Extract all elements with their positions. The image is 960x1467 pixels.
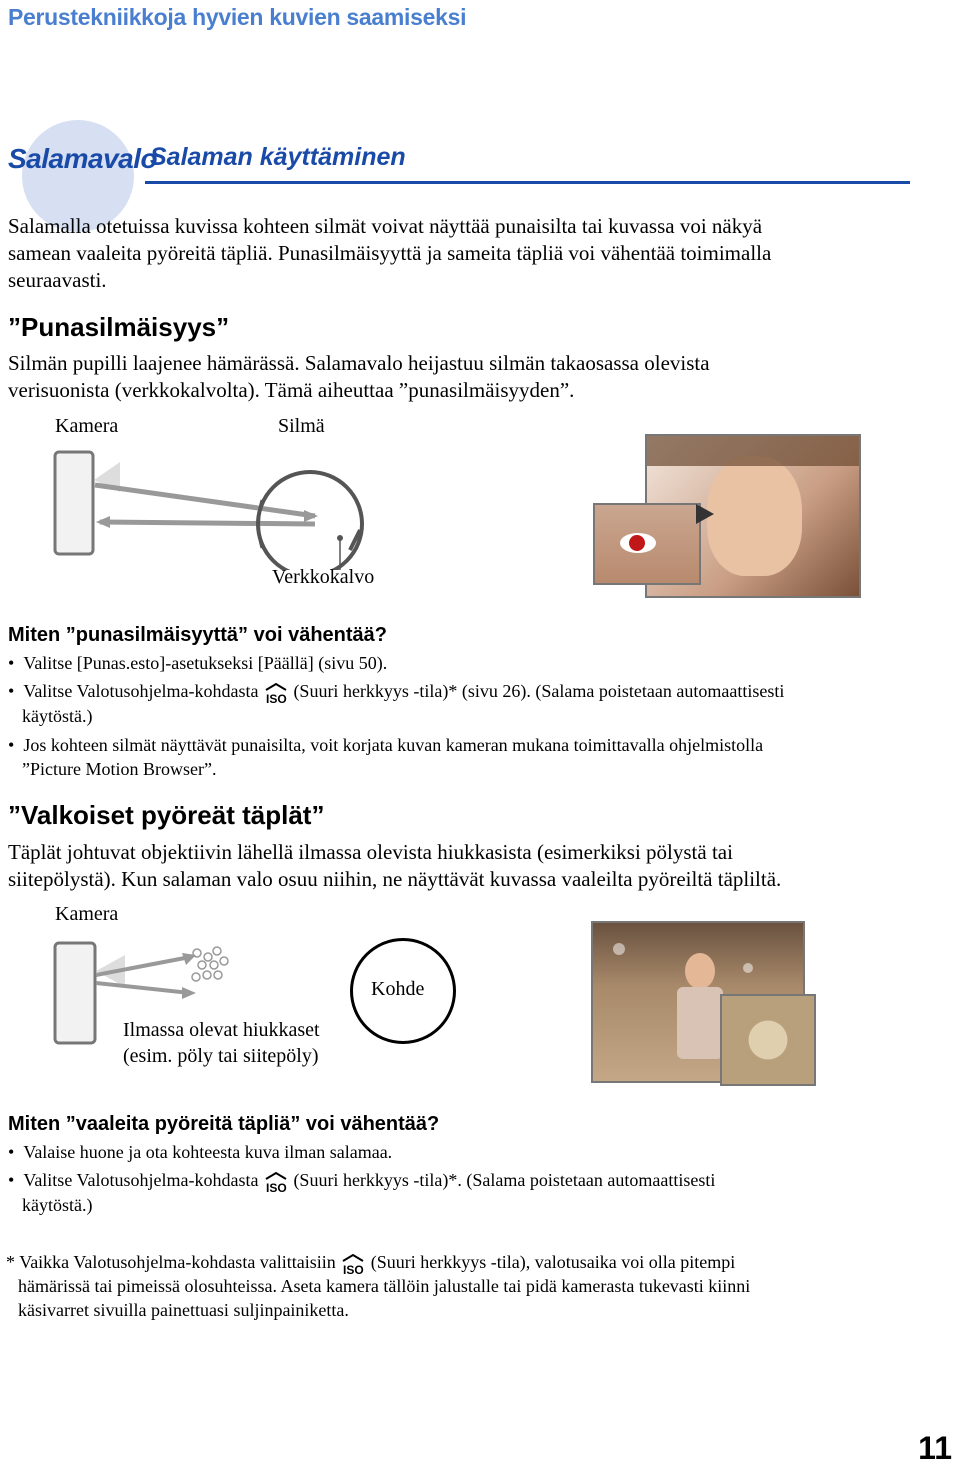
label-camera: Kamera <box>55 415 119 437</box>
iso-icon <box>263 1171 289 1193</box>
subject-label: Kohde <box>371 978 425 1000</box>
spots-heading: ”Valkoiset pyöreät täplät” <box>8 800 325 830</box>
redeye-bullet-3-cont: ”Picture Motion Browser”. <box>22 759 217 779</box>
spots-text-2: siitepölystä). Kun salaman valo osuu niihin, ne näyttävät kuvassa vaaleilta pyöreiltä täpliltä. <box>8 867 782 891</box>
spots-bullet-2-cont: käytöstä.) <box>22 1195 93 1215</box>
svg-text:ISO: ISO <box>265 1180 287 1193</box>
redeye-bullet-2: • Valitse Valotusohjelma-kohdasta ISO (Suuri herkkyys -tila)* (sivu 26). (Salama poistetaan automaattisesti <box>8 681 785 704</box>
running-header: Perustekniikkoja hyvien kuvien saamiseksi <box>8 4 467 30</box>
callout-arrow <box>696 502 716 526</box>
red-eye-closeup <box>593 503 701 585</box>
svg-text:ISO: ISO <box>265 691 287 704</box>
girl-body <box>677 987 723 1059</box>
intro-line-2: samean vaaleita pyöreitä täpliä. Punasilmäisyyttä ja sameita täpliä voi vähentää toimimalla <box>8 241 772 265</box>
particles-label-2: (esim. pöly tai siitepöly) <box>123 1045 319 1067</box>
section-tag: Salamavalo <box>8 143 158 174</box>
svg-text:ISO: ISO <box>343 1262 364 1275</box>
camera-body <box>55 452 93 554</box>
red-pupil <box>629 535 645 551</box>
particles <box>192 947 228 981</box>
label-retina: Verkkokalvo <box>272 566 375 588</box>
eye-ball <box>258 472 362 570</box>
intro-line-3: seuraavasti. <box>8 268 107 292</box>
camera-body-2 <box>55 943 95 1043</box>
redeye-diagram <box>50 440 380 570</box>
face-shape <box>707 456 802 576</box>
iso-icon <box>263 682 289 704</box>
redeye-text-1: Silmän pupilli laajenee hämärässä. Salamavalo heijastuu silmän takaosassa olevista <box>8 351 710 375</box>
redeye-bullet-1: • Valitse [Punas.esto]-asetukseksi [Päällä] (sivu 50). <box>8 653 388 673</box>
label-eye: Silmä <box>278 415 325 437</box>
redeye-bullet-3: • Jos kohteen silmät näyttävät punaisilta, voit korjata kuvan kameran mukana toimittavalla ohjelmistolla <box>8 735 764 755</box>
spots-howto: Miten ”vaaleita pyöreitä täpliä” voi vähentää? <box>8 1113 440 1135</box>
redeye-heading: ”Punasilmäisyys” <box>8 312 230 342</box>
spots-text-1: Täplät johtuvat objektiivin lähellä ilmassa olevista hiukkasista (esimerkiksi pölystä tai <box>8 840 733 864</box>
spots-bullet-1: • Valaise huone ja ota kohteesta kuva ilman salamaa. <box>8 1142 393 1162</box>
particles-label-1: Ilmassa olevat hiukkaset <box>123 1019 320 1041</box>
redeye-text-2: verisuonista (verkkokalvolta). Tämä aiheuttaa ”punasilmäisyyden”. <box>8 378 575 402</box>
page-number: 11 <box>918 1430 952 1466</box>
section-title: Salaman käyttäminen <box>150 143 406 171</box>
redeye-howto: Miten ”punasilmäisyyttä” voi vähentää? <box>8 624 387 646</box>
iso-icon <box>340 1253 366 1275</box>
section-rule <box>145 181 910 184</box>
footnote-line-3: käsivarret sivuilla painettuasi suljinpainiketta. <box>18 1300 349 1320</box>
spots-label-camera: Kamera <box>55 903 119 925</box>
redeye-bullet-2-cont: käytöstä.) <box>22 706 93 726</box>
footnote-line-1: * Vaikka Valotusohjelma-kohdasta valittaisiin ISO (Suuri herkkyys -tila), valotusaika voi olla pitempi <box>6 1252 736 1275</box>
spots-bullet-2: • Valitse Valotusohjelma-kohdasta ISO (Suuri herkkyys -tila)*. (Salama poistetaan automaattisesti <box>8 1170 716 1193</box>
light-ray-in <box>95 485 315 516</box>
dust-spot-closeup <box>720 994 816 1086</box>
footnote-line-2: hämärissä tai pimeissä olosuhteissa. Aseta kamera tällöin jalustalle tai pidä kamerasta tukevasti kiinni <box>18 1276 751 1296</box>
light-ray-out <box>100 522 315 524</box>
intro-line-1: Salamalla otetuissa kuvissa kohteen silmät voivat näyttää punaisilta tai kuvassa voi näkyä <box>8 214 763 238</box>
girl-head <box>685 953 715 989</box>
hair-shape <box>647 436 859 466</box>
